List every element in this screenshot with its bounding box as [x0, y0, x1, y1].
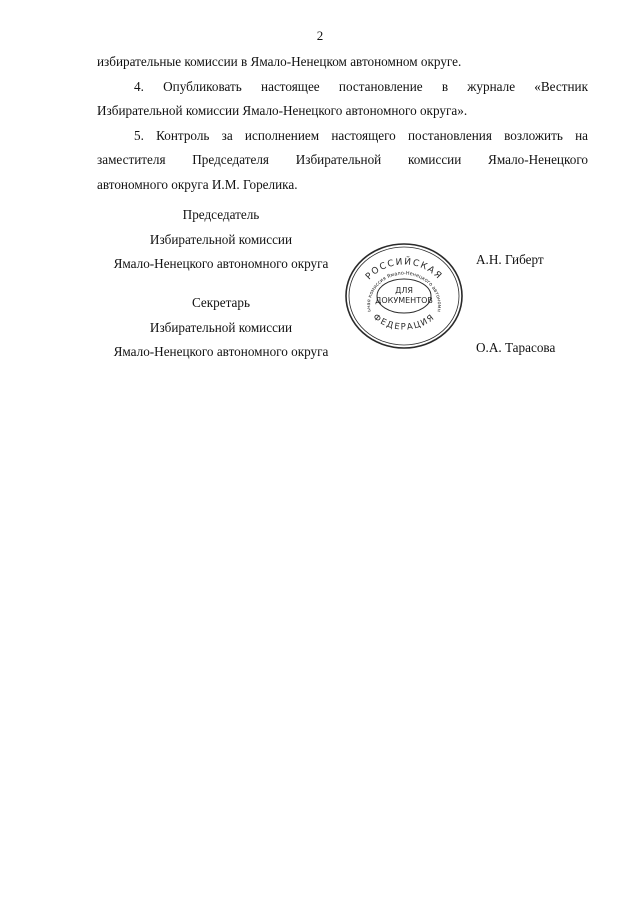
stamp-ring-text: ьная комиссия Ямало-Ненецкого автономн [365, 270, 443, 313]
chair-name: А.Н. Гиберт [476, 252, 544, 267]
chair-title-line-1: Председатель [182, 207, 260, 222]
secretary-title-line-3: Ямало-Ненецкого автономного округа [113, 344, 329, 359]
stamp-center-line-1: ДЛЯ [395, 286, 413, 295]
secretary-signature-block [90, 291, 352, 365]
page-number: 2 [316, 28, 324, 43]
document-body [97, 50, 588, 197]
stamp-top-text: РОССИЙСКАЯ [364, 257, 444, 283]
paragraph-5-line-3: автономного округа И.М. Горелика. [97, 176, 298, 192]
chair-title-line-3: Ямало-Ненецкого автономного округа [113, 256, 329, 271]
secretary-title-line-1: Секретарь [191, 295, 251, 310]
official-stamp-icon [343, 241, 465, 351]
paragraph-4-line-1: 4. Опубликовать настоящее постановление в журнале «Вестник [134, 78, 588, 94]
chair-signature-block [90, 203, 352, 277]
secretary-name: О.А. Тарасова [476, 340, 556, 355]
stamp-center-line-2: ДОКУМЕНТОВ [375, 296, 433, 305]
chair-title-line-2: Избирательной комиссии [149, 231, 293, 247]
secretary-title-line-2: Избирательной комиссии [149, 319, 293, 335]
paragraph-5-line-1: 5. Контроль за исполнением настоящего постановления возложить на [134, 127, 588, 143]
text-line-continuation: избирательные комиссии в Ямало-Ненецком автономном округе. [97, 54, 462, 69]
stamp-bottom-text: ФЕДЕРАЦИЯ [370, 312, 438, 333]
paragraph-5-line-2: заместителя Председателя Избирательной комиссии Ямало-Ненецкого [97, 152, 588, 167]
paragraph-4-line-2: Избирательной комиссии Ямало-Ненецкого автономного округа». [97, 103, 468, 118]
